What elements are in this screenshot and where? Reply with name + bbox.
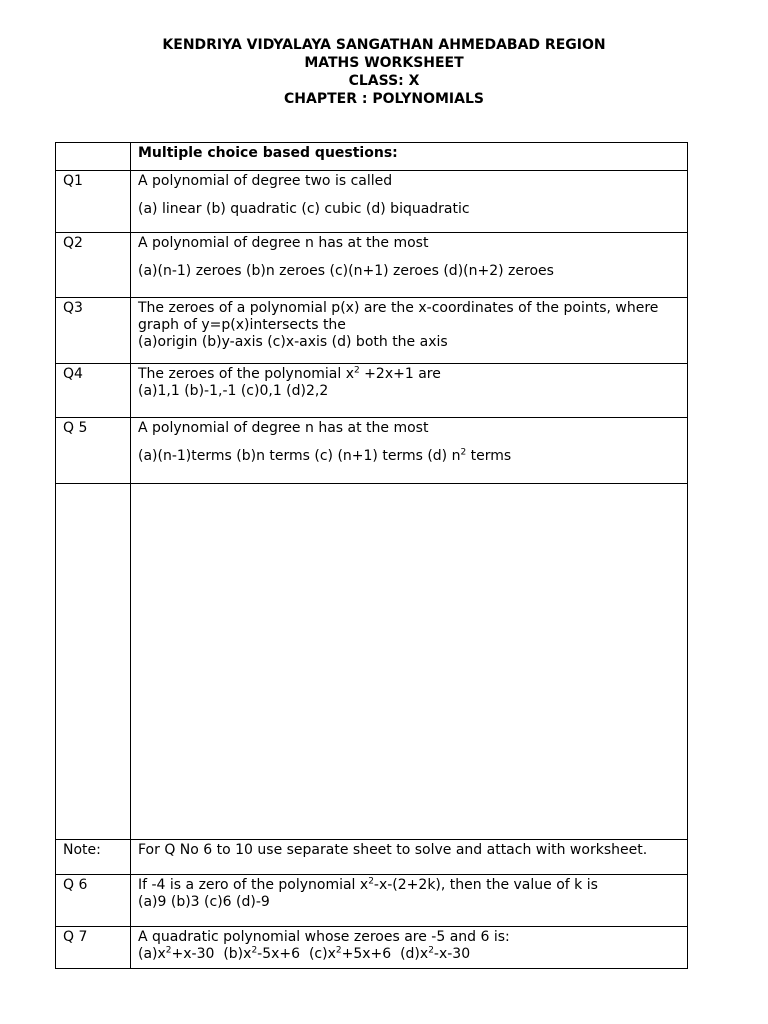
question-text: The zeroes of the polynomial $x^2 +2x+1$ are (138, 365, 441, 382)
worksheet-title: MATHS WORKSHEET (304, 55, 464, 71)
section-heading: Multiple choice based questions: (131, 143, 688, 171)
question-options: (a)9 (b)3 (c)6 (d)-9 (138, 894, 270, 910)
question-cell (131, 875, 688, 927)
question-number: Q2 (56, 233, 131, 298)
table-row (56, 171, 688, 233)
question-number: Q1 (56, 171, 131, 233)
question-number: Q4 (56, 364, 131, 418)
note-text: For Q No 6 to 10 use separate sheet to solve and attach with worksheet. (131, 840, 688, 875)
question-options: (a)(n-1)terms (b)n terms (c) (n+1) terms (d) $n^2$ terms (138, 447, 512, 464)
question-number: Q 5 (56, 418, 131, 484)
question-text: A polynomial of degree two is called (138, 173, 393, 189)
question-cell (131, 418, 688, 484)
question-options: (a) linear (b) quadratic (c) cubic (d) biquadratic (138, 201, 470, 217)
table-row (56, 143, 688, 171)
question-cell (131, 233, 688, 298)
question-options: (a)1,1 (b)-1,-1 (c)0,1 (d)2,2 (138, 383, 329, 399)
chapter-label: CHAPTER : POLYNOMIALS (284, 91, 484, 107)
empty-cell (56, 143, 131, 171)
questions-table (55, 142, 688, 969)
table-row (56, 484, 688, 840)
note-label: Note: (56, 840, 131, 875)
question-options: (a)(n-1) zeroes (b)n zeroes (c)(n+1) zeroes (d)(n+2) zeroes (138, 263, 554, 279)
question-options: (a)origin (b)y-axis (c)x-axis (d) both the axis (138, 334, 448, 350)
table-row (56, 840, 688, 875)
table-row (56, 298, 688, 364)
question-number: Q 7 (56, 927, 131, 969)
question-text: A polynomial of degree n has at the most (138, 235, 429, 251)
question-text: A quadratic polynomial whose zeroes are -5 and 6 is: (138, 929, 510, 945)
question-number: Q3 (56, 298, 131, 364)
worksheet-header (0, 36, 768, 108)
question-text: If -4 is a zero of the polynomial $x^2-x-(2+2k)$, then the value of k is (138, 876, 598, 893)
table-row (56, 875, 688, 927)
question-cell (131, 171, 688, 233)
question-options: $(a)x^2+x-30$ $(b)x^2-5x+6$ $(c)x^2+5x+6$ $(d)x^2-x-30$ (138, 945, 471, 962)
table-row (56, 233, 688, 298)
table-row (56, 418, 688, 484)
question-number: Q 6 (56, 875, 131, 927)
question-text: The zeroes of a polynomial p(x) are the x-coordinates of the points, where graph of y=p(x)intersects the (138, 300, 659, 333)
question-cell (131, 298, 688, 364)
empty-cell (56, 484, 131, 840)
question-cell (131, 364, 688, 418)
school-region-title: KENDRIYA VIDYALAYA SANGATHAN AHMEDABAD REGION (162, 37, 606, 53)
table-row (56, 364, 688, 418)
question-text: A polynomial of degree n has at the most (138, 420, 429, 436)
question-cell (131, 927, 688, 969)
blank-answer-space (131, 484, 688, 840)
table-row (56, 927, 688, 969)
class-label: CLASS: X (348, 73, 420, 89)
